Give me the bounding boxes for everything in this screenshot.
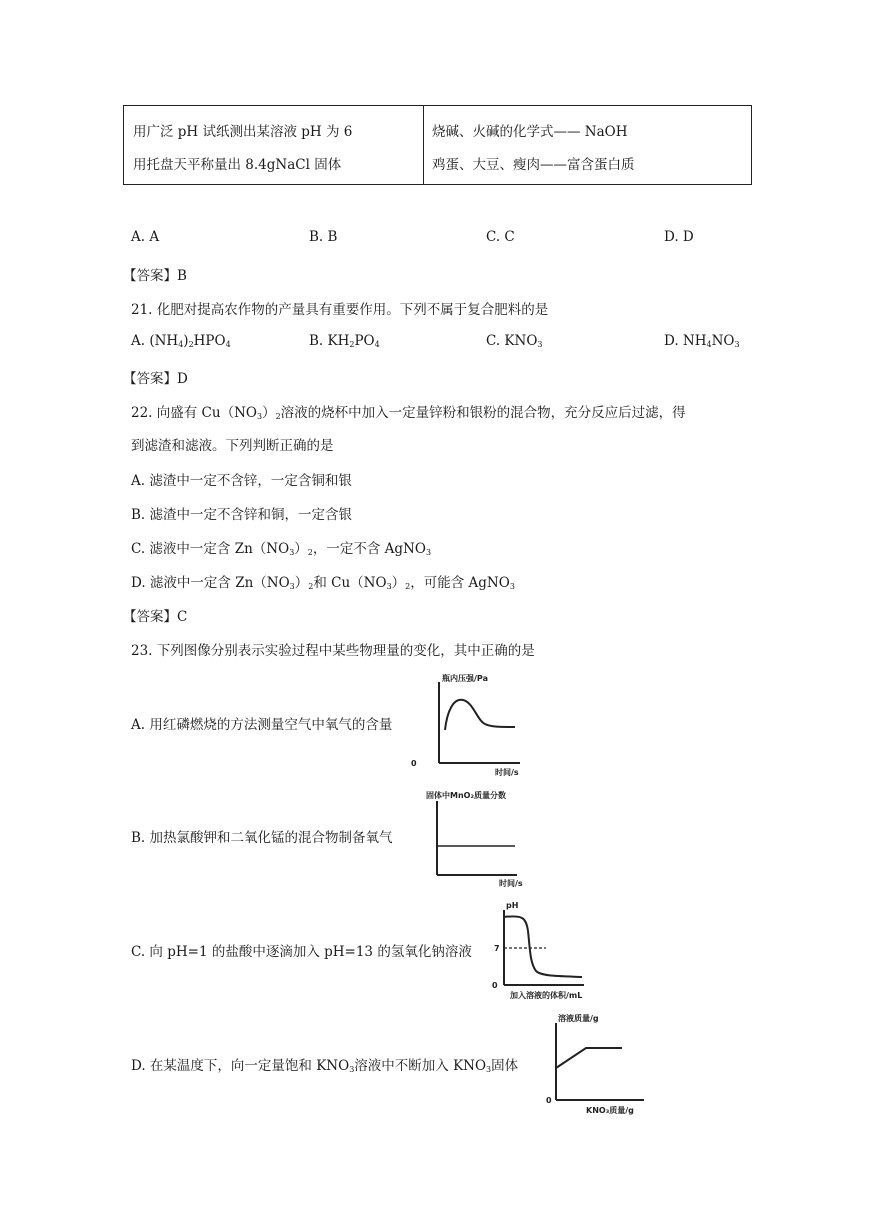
q20-answer: 【答案】B (123, 268, 187, 284)
graph-c-ylabel: pH (506, 901, 519, 910)
comparison-table (123, 105, 752, 185)
q20-option-d: D. D (664, 229, 694, 245)
table-divider (423, 106, 424, 184)
q22-stem-line-2: 到滤渣和滤液。下列判断正确的是 (131, 438, 334, 454)
q23-option-d: D. 在某温度下，向一定量饱和 $KNO_3$溶液中不断加入 $KNO_3$固体 (131, 1058, 519, 1074)
q21-stem: 21. 化肥对提高农作物的产量具有重要作用。下列不属于复合肥料的是 (131, 302, 549, 318)
q22-option-a: A. 滤渣中一定不含锌，一定含铜和银 (131, 473, 352, 489)
table-left-line-2: 用托盘天平称量出 8.4gNaCl 固体 (133, 157, 342, 173)
q21-option-b: B. $KH_2PO_4$ (309, 333, 380, 349)
graph-a-curve (445, 700, 515, 730)
graph-d-xlabel: KNO₃质量/g (586, 1106, 634, 1115)
table-right-line-2: 鸡蛋、大豆、瘦肉——富含蛋白质 (432, 157, 635, 173)
graph-b-ylabel: 固体中MnO₂质量分数 (426, 791, 506, 800)
graph-c-tick-7: 7 (494, 944, 500, 953)
graph-c-xlabel: 加入溶液的体积/mL (510, 991, 583, 1000)
graph-a-origin: 0 (411, 759, 417, 768)
q20-option-c: C. C (486, 229, 515, 245)
graph-a-xlabel: 时间/s (495, 768, 519, 777)
q21-option-a: A. $(NH_4)_2HPO_4$ (131, 333, 231, 349)
q21-answer: 【答案】D (123, 371, 188, 387)
q23-graph-c (486, 897, 616, 1001)
table-right-line-1: 烧碱、火碱的化学式—— NaOH (432, 124, 628, 140)
graph-d-curve (556, 1048, 622, 1068)
graph-c-origin: 0 (492, 981, 498, 990)
q23-stem: 23. 下列图像分别表示实验过程中某些物理量的变化，其中正确的是 (131, 643, 535, 659)
q23-graph-d (540, 1010, 670, 1116)
q20-option-b: B. B (309, 229, 338, 245)
q23-graph-a (405, 670, 525, 780)
q22-option-d: D. 滤液中一定含 $Zn(NO_3)_2$和 $Cu(NO_3)_2$，可能含 AgNO$_3$ (131, 575, 515, 591)
q21-option-c: C. $KNO_3$ (486, 333, 543, 349)
table-left-line-1: 用广泛 pH 试纸测出某溶液 pH 为 6 (133, 124, 353, 140)
graph-b-xlabel: 时间/s (499, 879, 523, 887)
q22-stem-line-1: 22. 向盛有 $Cu(NO_3)_2$溶液的烧杯中加入一定量锌粉和银粉的混合物，充分反应后过滤，得 (131, 405, 686, 421)
q22-answer: 【答案】C (123, 609, 188, 625)
q22-option-b: B. 滤渣中一定不含锌和铜，一定含银 (131, 507, 353, 523)
q23-option-c: C. 向 pH=1 的盐酸中逐滴加入 pH=13 的氢氧化钠溶液 (131, 944, 472, 960)
q23-graph-b (423, 787, 563, 887)
q23-option-a: A. 用红磷燃烧的方法测量空气中氧气的含量 (131, 717, 393, 733)
q21-option-d: D. $NH_4NO_3$ (664, 333, 740, 349)
q20-option-a: A. A (131, 229, 160, 245)
graph-a-ylabel: 瓶内压强/Pa (442, 674, 488, 683)
q23-option-b: B. 加热氯酸钾和二氧化锰的混合物制备氧气 (131, 830, 393, 846)
graph-d-origin: 0 (546, 1096, 552, 1105)
graph-d-ylabel: 溶液质量/g (558, 1014, 599, 1023)
graph-c-curve (504, 916, 582, 977)
q22-option-c: C. 滤液中一定含 $Zn(NO_3)_2$，一定不含 AgNO$_3$ (131, 541, 432, 557)
